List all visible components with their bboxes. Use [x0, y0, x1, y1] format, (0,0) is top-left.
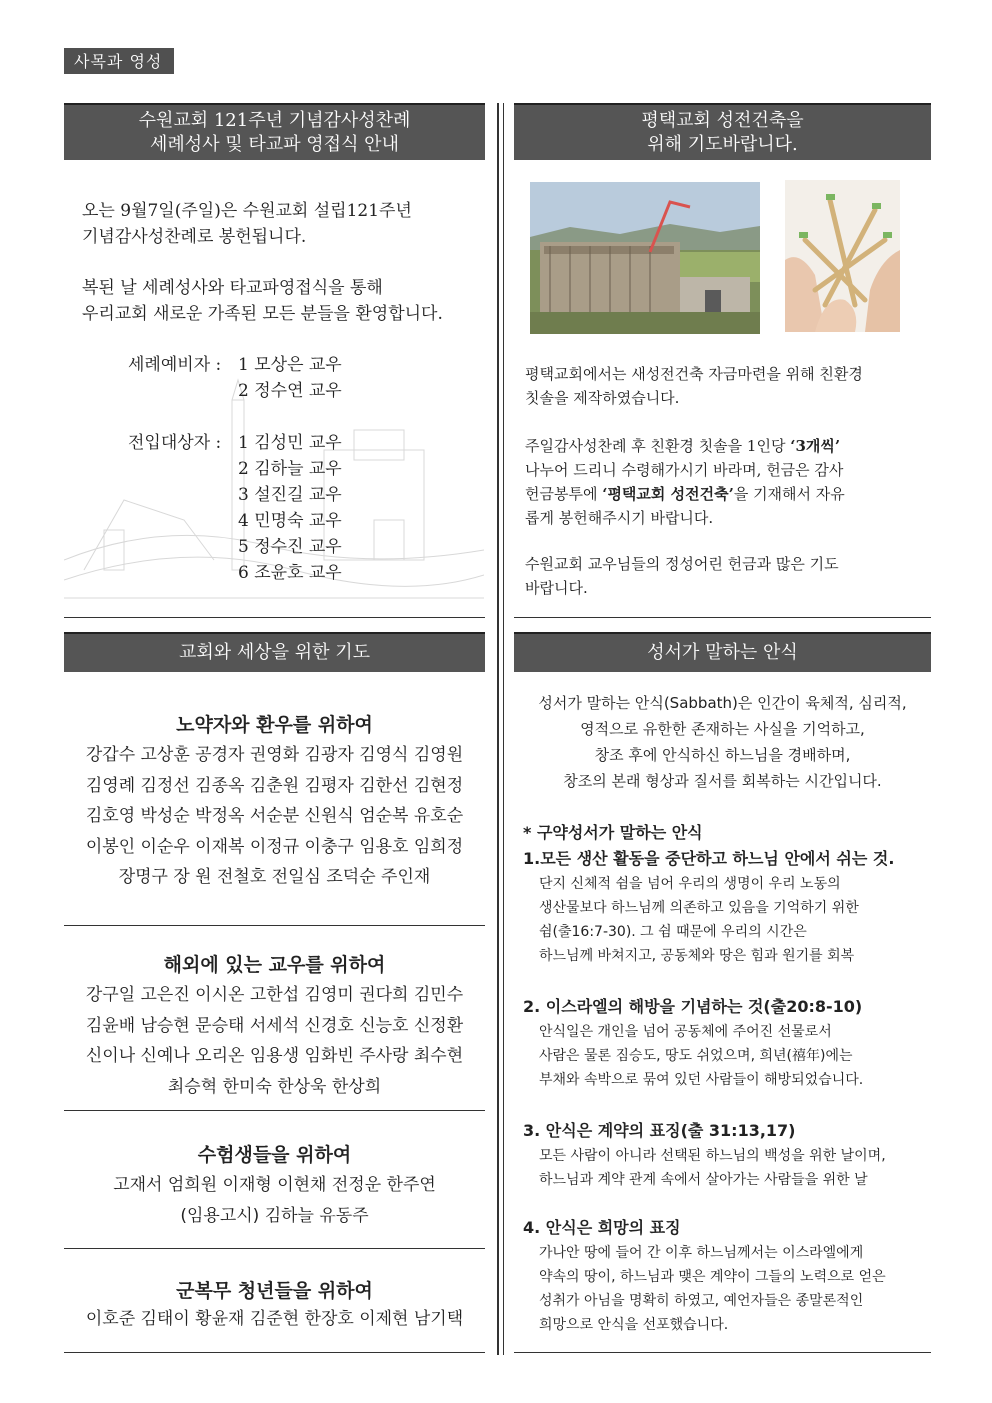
- name-line: 강갑수 고상훈 공경자 권영화 김광자 김영식 김영원: [85, 745, 464, 765]
- box1-para1-line1: 오는 9월7일(주일)은 수원교회 설립121주년: [82, 201, 412, 221]
- sabbath-item-line: 안식일은 개인을 넘어 공동체에 주어진 선물로서: [539, 1024, 832, 1040]
- sabbath-item-line: 생산물보다 하느님께 의존하고 있음을 기억하기 위한: [539, 900, 859, 916]
- sabbath-item-line: 하느님께 바쳐지고, 공동체와 땅은 힘과 원기를 회복: [539, 948, 855, 964]
- transfer-member: 5 정수진 교우: [238, 537, 342, 557]
- sabbath-item-line: 약속의 땅이, 하느님과 맺은 계약이 그들의 노력으로 얻은: [539, 1269, 886, 1285]
- header-line-1: 평택교회 성전건축을: [641, 110, 804, 131]
- sabbath-item-line: 모든 사람이 아니라 선택된 하느님의 백성을 위한 날이며,: [539, 1148, 886, 1164]
- box1-para2-line1: 복된 날 세례성사와 타교파영접식을 통해: [82, 278, 383, 298]
- sabbath-subheading: * 구약성서가 말하는 안식: [523, 823, 703, 842]
- name-line: 최승혁 한미숙 한상욱 한상희: [167, 1076, 382, 1097]
- group-heading: 해외에 있는 교우를 위하여: [163, 954, 386, 976]
- sabbath-item-title: 4. 안식은 희망의 표징: [523, 1218, 681, 1237]
- name-line: 고재서 엄희원 이재형 이현채 전정운 한주연: [113, 1175, 436, 1195]
- box2-bottom-rule: [514, 617, 931, 618]
- name-line: 김영례 김정선 김종옥 김춘원 김평자 김한선 김현정: [85, 775, 464, 796]
- box2-para1-line2: 칫솔을 제작하였습니다.: [525, 389, 680, 407]
- baptism-notice-header: [64, 103, 485, 160]
- sabbath-item-line: 부채와 속박으로 묶여 있던 사람들이 해방되었습니다.: [539, 1072, 864, 1088]
- box2-para2-line1: [525, 434, 925, 458]
- toothbrush-photo: [785, 180, 900, 332]
- name-line: 이봉인 이순우 이재복 이정규 이충구 임용호 임희정: [85, 836, 464, 857]
- sabbath-header: [514, 632, 931, 672]
- intro-line: 창조의 본래 형상과 질서를 회복하는 시간입니다.: [563, 772, 882, 790]
- transfer-member: 1 김성민 교우: [238, 433, 342, 453]
- header-title: 성서가 말하는 안식: [647, 642, 798, 663]
- box2-para1-line1: 평택교회에서는 새성전건축 자금마련을 위해 친환경: [525, 365, 863, 383]
- box2-para2-line2: 나누어 드리니 수령해가시기 바라며, 헌금은 감사: [525, 461, 844, 479]
- header-line-2: 위해 기도바랍니다.: [647, 134, 798, 155]
- group-heading: 노약자와 환우를 위하여: [176, 714, 373, 736]
- box3-bottom-rule: [64, 1352, 485, 1353]
- box2-para2-line1-text: 주일감사성찬례 후 친환경 칫솔을 1인당: [525, 437, 791, 455]
- name-line: 이호준 김태이 황윤재 김준현 한장호 이제현 남기택: [85, 1309, 464, 1329]
- box2-highlight-count: ‘3개씩’: [790, 437, 841, 455]
- intro-line: 창조 후에 안식하신 하느님을 경배하며,: [594, 746, 851, 764]
- name-line: (임용고시) 김하늘 유동주: [180, 1205, 369, 1226]
- transfer-label: 전입대상자 :: [128, 433, 222, 453]
- box2-highlight-envelope: ‘평택교회 성전건축’: [602, 485, 734, 503]
- box2-para2-line3: [525, 482, 925, 506]
- name-line: 김윤배 남승현 문승태 서세석 신경호 신능호 신정환: [85, 1015, 464, 1036]
- intro-line: 영적으로 유한한 존재하는 사실을 기억하고,: [580, 720, 865, 738]
- construction-prayer-header: [514, 103, 931, 160]
- sabbath-item-line: 희망으로 안식을 선포했습니다.: [539, 1317, 729, 1333]
- column-divider: [497, 103, 499, 1355]
- baptism-candidate: 2 정수연 교우: [238, 381, 342, 401]
- name-line: 장명구 장 원 전철호 전일심 조덕순 주인재: [118, 867, 431, 887]
- sabbath-item-line: 사람은 물론 짐승도, 땅도 쉬었으며, 희년(禧年)에는: [539, 1048, 853, 1064]
- group-heading: 수험생들을 위하여: [197, 1144, 352, 1166]
- box2-para2-line4: 롭게 봉헌해주시기 바랍니다.: [525, 509, 714, 527]
- box2-para2-line3-text-c: 을 기재해서 자유: [733, 485, 845, 503]
- header-line-2: 세례성사 및 타교파 영접식 안내: [150, 134, 399, 155]
- group-divider: [64, 1110, 485, 1111]
- transfer-member: 2 김하늘 교우: [238, 459, 342, 479]
- baptism-label: 세례예비자 :: [128, 355, 222, 375]
- box2-para3-line2: 바랍니다.: [525, 579, 588, 597]
- name-line: 신이나 신예나 오리온 임용생 임화빈 주사랑 최수현: [85, 1046, 464, 1066]
- sabbath-item-title: 1.모든 생산 활동을 중단하고 하느님 안에서 쉬는 것.: [523, 849, 895, 868]
- baptism-candidate: 1 모상은 교우: [238, 355, 342, 375]
- sabbath-item-line: 가나안 땅에 들어 간 이후 하느님께서는 이스라엘에게: [539, 1245, 864, 1261]
- transfer-member: 4 민명숙 교우: [238, 511, 342, 531]
- header-title: 교회와 세상을 위한 기도: [178, 642, 371, 663]
- box1-bottom-rule: [64, 617, 485, 618]
- construction-site-photo: [530, 182, 760, 334]
- sabbath-item-line: 단지 신체적 쉼을 넘어 우리의 생명이 우리 노동의: [539, 876, 841, 892]
- sabbath-item-line: 쉼(출16:7-30). 그 쉼 때문에 우리의 시간은: [539, 924, 807, 940]
- header-line-1: 수원교회 121주년 기념감사성찬례: [138, 110, 411, 131]
- transfer-member: 6 조윤호 교우: [238, 563, 342, 583]
- intro-line: 성서가 말하는 안식(Sabbath)은 인간이 육체적, 심리적,: [538, 694, 907, 712]
- box2-para3-line1: 수원교회 교우님들의 정성어린 헌금과 많은 기도: [525, 555, 839, 573]
- box1-para1-line2: 기념감사성찬례로 봉헌됩니다.: [82, 227, 307, 247]
- group-divider: [64, 1248, 485, 1249]
- sabbath-item-line: 성취가 아님을 명확히 하였고, 예언자들은 종말론적인: [539, 1293, 864, 1309]
- box1-para2-line2: 우리교회 새로운 가족된 모든 분들을 환영합니다.: [82, 304, 443, 324]
- group-divider: [64, 925, 485, 926]
- column-divider-inner: [503, 103, 504, 1355]
- sabbath-item-line: 하느님과 계약 관계 속에서 살아가는 사람들을 위한 날: [539, 1172, 868, 1188]
- sabbath-item-title: 2. 이스라엘의 해방을 기념하는 것(출20:8-10): [523, 997, 863, 1016]
- transfer-member: 3 설진길 교우: [238, 485, 342, 505]
- group-heading: 군복무 청년들을 위하여: [176, 1280, 373, 1302]
- name-line: 강구일 고은진 이시온 고한섭 김영미 권다희 김민수: [85, 985, 464, 1005]
- name-line: 김호영 박성순 박정옥 서순분 신원식 엄순복 유호순: [85, 806, 464, 826]
- section-tag: 사목과 영성: [64, 48, 174, 74]
- box4-bottom-rule: [514, 1352, 931, 1353]
- sabbath-item-title: 3. 안식은 계약의 표징(출 31:13,17): [523, 1121, 796, 1140]
- prayer-list-header: [64, 632, 485, 672]
- box2-para2-line3-text-a: 헌금봉투에: [525, 485, 603, 503]
